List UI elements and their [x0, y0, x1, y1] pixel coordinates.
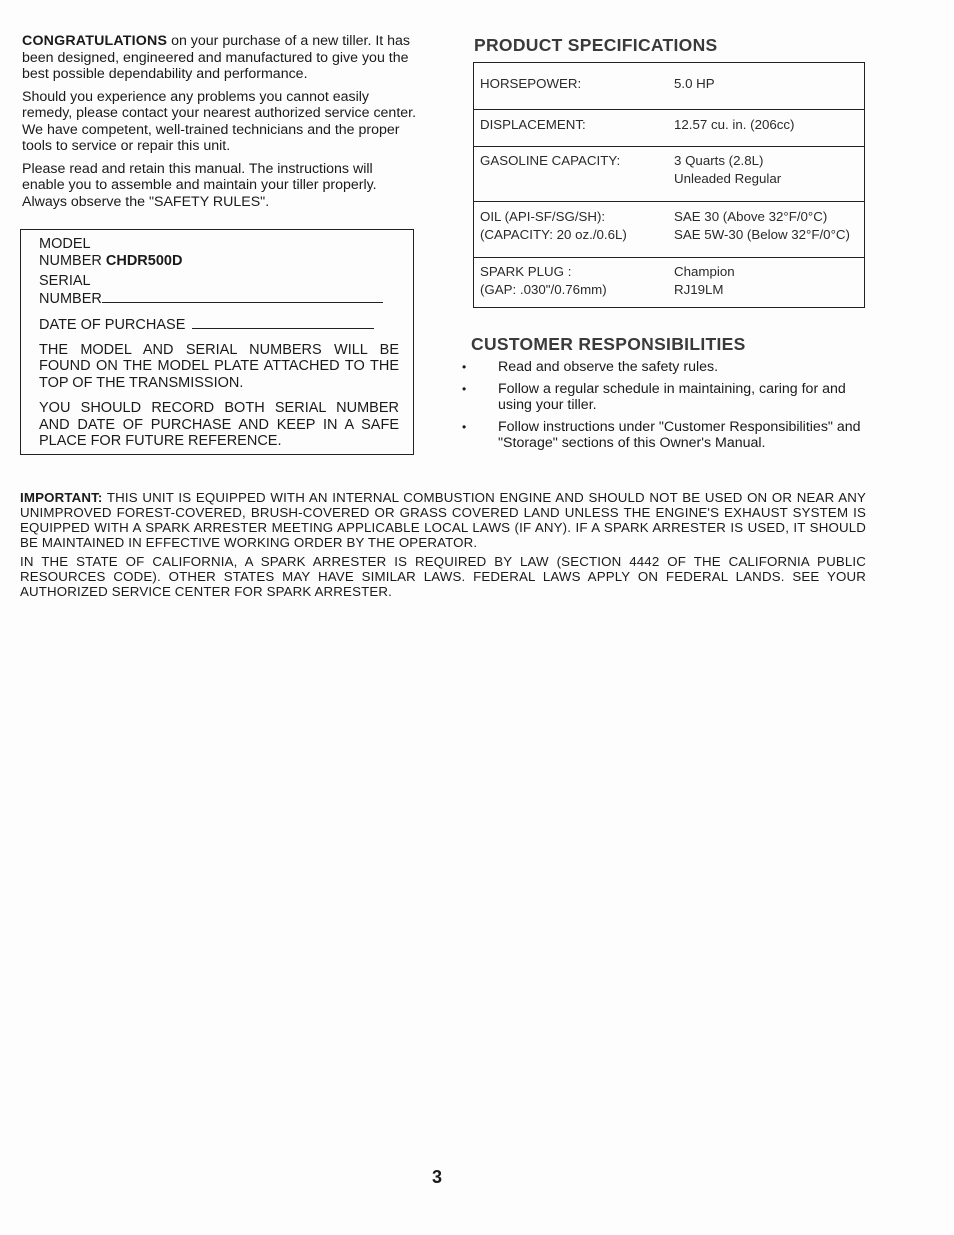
spec-key: HORSEPOWER:	[480, 76, 582, 91]
responsibilities-heading: CUSTOMER RESPONSIBILITIES	[471, 334, 746, 354]
spec-key: GASOLINE CAPACITY:	[480, 153, 621, 168]
list-item	[460, 381, 870, 414]
date-of-purchase-row	[39, 316, 399, 334]
spec-value-sub: Unleaded Regular	[674, 171, 782, 186]
spec-value: 5.0 HP	[674, 76, 715, 91]
spec-value-sub: SAE 5W-30 (Below 32°F/0°C)	[674, 227, 850, 242]
congrats-text: on your purchase of a new tiller. It has been designed, engineered and manufactured to give you the best possible dependability and performance.	[22, 33, 411, 82]
spec-value: SAE 30 (Above 32°F/0°C)	[674, 209, 828, 224]
date-of-purchase-label: DATE OF PURCHASE	[39, 317, 186, 333]
spec-value: Champion	[674, 264, 735, 279]
model-number-value: CHDR500D	[105, 252, 183, 269]
spec-key: SPARK PLUG :	[480, 264, 572, 279]
spec-key-sub: (CAPACITY: 20 oz./0.6L)	[480, 227, 627, 242]
spec-row	[474, 258, 865, 308]
important-label: IMPORTANT:	[20, 490, 103, 505]
list-item-text: Follow instructions under "Customer Responsibilities" and "Storage" sections of this Owner's Manual.	[498, 418, 861, 451]
responsibilities-list	[460, 359, 870, 457]
model-info-box	[20, 229, 414, 455]
serial-number-label: NUMBER	[39, 290, 102, 307]
list-item	[460, 359, 870, 376]
important-paragraph-2: IN THE STATE OF CALIFORNIA, A SPARK ARRESTER IS REQUIRED BY LAW (SECTION 4442 OF THE CALIFORNIA PUBLIC RESOURCES CODE). OTHER STATES MAY HAVE SIMILAR LAWS. FEDERAL LAWS APPLY ON FEDERAL LANDS. SEE YOUR AUTHORIZED SERVICE CENTER FOR SPARK ARRESTER.	[20, 554, 866, 599]
intro-paragraph-2: Should you experience any problems you cannot easily remedy, please contact your nearest authorized service center. We have competent, well-trained technicians and the proper tools to service or repair this unit.	[22, 88, 417, 154]
serial-label: SERIAL	[39, 273, 91, 289]
intro-paragraph-1	[22, 33, 417, 83]
list-item-text: Read and observe the safety rules.	[498, 359, 719, 375]
specifications-heading: PRODUCT SPECIFICATIONS	[474, 35, 718, 55]
important-paragraph-1	[20, 490, 866, 550]
record-note: YOU SHOULD RECORD BOTH SERIAL NUMBER AND DATE OF PURCHASE AND KEEP IN A SAFE PLACE FOR FUTURE REFERENCE.	[39, 400, 399, 449]
spec-value-sub: RJ19LM	[674, 282, 724, 297]
spec-key: DISPLACEMENT:	[480, 117, 586, 132]
important-text: THIS UNIT IS EQUIPPED WITH AN INTERNAL COMBUSTION ENGINE AND SHOULD NOT BE USED ON OR NEAR ANY UNIMPROVED FOREST-COVERED, BRUSH-COVERED OR GRASS COVERED LAND UNLESS THE ENGINE'S EXHAUST SYSTEM IS EQUIPPED WITH A SPARK ARRESTER MEETING APPLICABLE LOCAL LAWS (IF ANY). IF A SPARK ARRESTER IS USED, IT SHOULD BE MAINTAINED IN EFFECTIVE WORKING ORDER BY THE OPERATOR.	[20, 490, 866, 550]
intro-paragraph-3: Please read and retain this manual. The instructions will enable you to assemble and maintain your tiller properly. Always observe the "SAFETY RULES".	[22, 160, 377, 210]
spec-row	[474, 63, 865, 110]
spec-row	[474, 147, 865, 202]
model-plate-note: THE MODEL AND SERIAL NUMBERS WILL BE FOUND ON THE MODEL PLATE ATTACHED TO THE TOP OF THE TRANSMISSION.	[39, 341, 399, 391]
important-notice	[20, 490, 866, 603]
spec-key-sub: (GAP: .030"/0.76mm)	[480, 282, 607, 297]
spec-value: 3 Quarts (2.8L)	[674, 153, 764, 168]
spec-row	[474, 110, 865, 147]
specifications-table	[473, 62, 865, 308]
congrats-heading: CONGRATULATIONS	[22, 33, 168, 49]
bullet-icon: •	[462, 381, 467, 396]
spec-value: 12.57 cu. in. (206cc)	[674, 117, 795, 132]
intro-section	[22, 33, 417, 216]
page-number: 3	[432, 1167, 443, 1187]
serial-number-row	[39, 290, 399, 308]
spec-key: OIL (API-SF/SG/SH):	[480, 209, 606, 224]
spec-row	[474, 202, 865, 258]
list-item	[460, 419, 870, 452]
bullet-icon: •	[462, 419, 467, 434]
number-label: NUMBER	[39, 252, 102, 269]
date-of-purchase-blank	[192, 316, 374, 329]
bullet-icon: •	[462, 360, 467, 374]
serial-number-blank	[102, 290, 383, 303]
model-number-row	[39, 253, 399, 270]
list-item-text: Follow a regular schedule in maintaining, caring for and using your tiller.	[498, 380, 846, 413]
model-label: MODEL	[39, 236, 91, 252]
